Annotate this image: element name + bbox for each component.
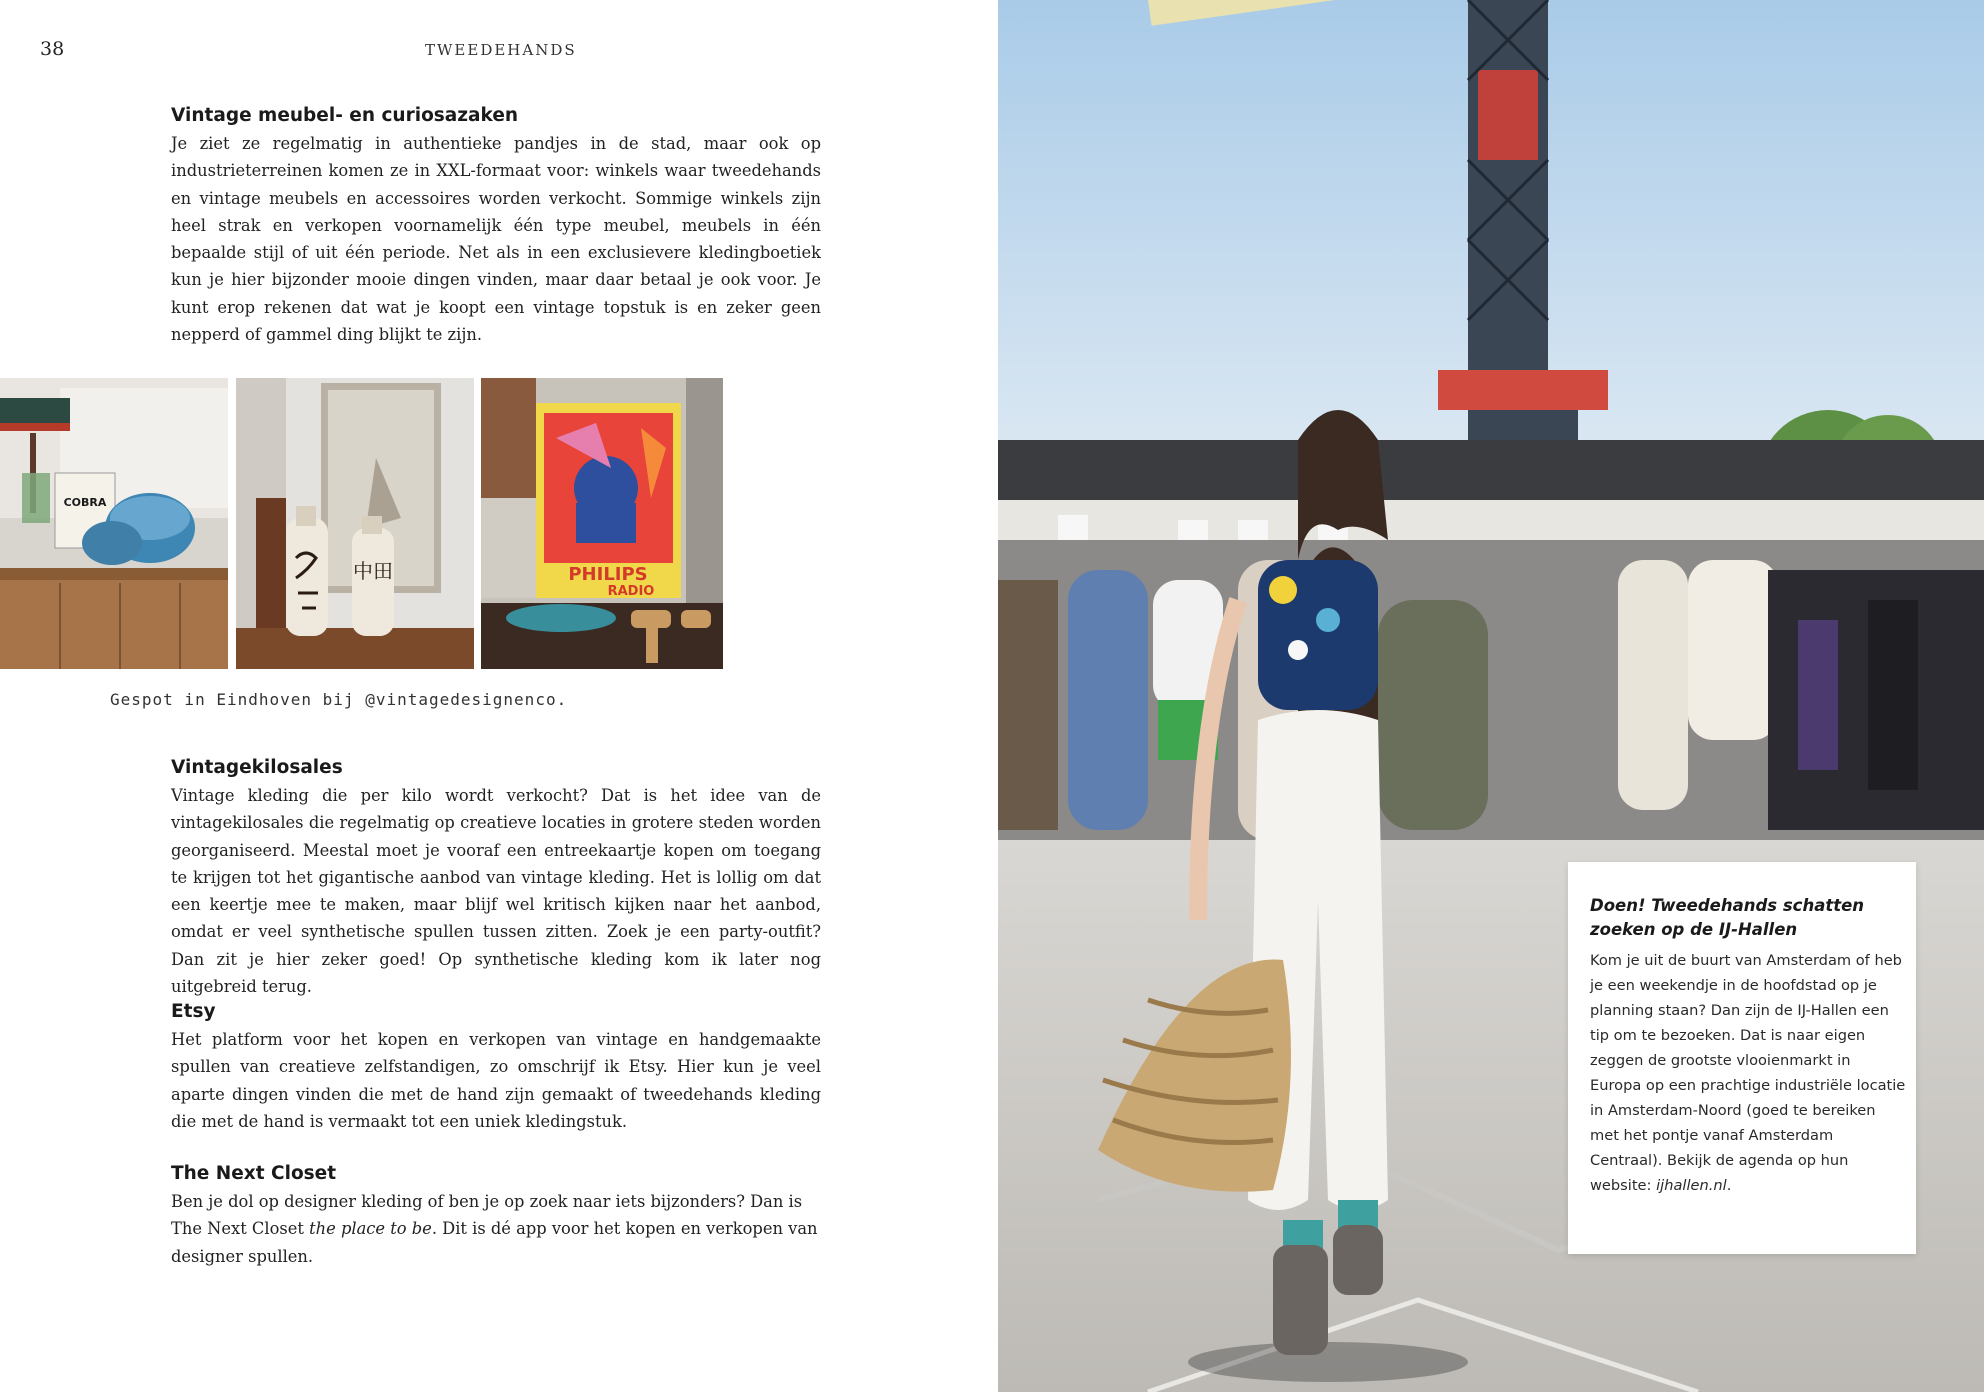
section-vintagekilosales bbox=[171, 757, 821, 1000]
ijhallen-link[interactable]: ijhallen.nl bbox=[1656, 1177, 1727, 1194]
photo-vintage-shop-3 bbox=[481, 378, 723, 669]
section-body: Je ziet ze regelmatig in authentieke pandjes in de stad, maar ook op industrieterreinen komen ze in XXL-formaat voor: winkels waar tweedehands en vintage meubels en accessoires worden verkocht. Sommige winkels zijn heel strak en verkopen voornamelijk één type meubel, meubels in één bepaalde stijl of uit één periode. Net als in een exclusievere kledingboetiek kun je hier bijzonder mooie dingen vinden, maar daar betaal je ook voor. Je kunt erop rekenen dat wat je koopt een vintage topstuk is en zeker geen nepperd of gammel ding blijkt te zijn. bbox=[171, 134, 821, 345]
section-heading: Etsy bbox=[171, 1001, 216, 1022]
infobox-text: Kom je uit de buurt van Amsterdam of heb je een weekendje in de hoofdstad op je planning staan? Dan zijn de IJ-Hallen een tip om te bezoeken. Dat is naar eigen zeggen de grootste vlooienmarkt in Europa op een prachtige industriële locatie in Amsterdam-Noord (goed te bereiken met het pontje vanaf Amsterdam Centraal). Bekijk de agenda op hun website: bbox=[1590, 952, 1906, 1194]
photo-vintage-shop-2 bbox=[236, 378, 474, 669]
photo3-poster-text: PHILIPS bbox=[568, 564, 648, 585]
section-heading: The Next Closet bbox=[171, 1163, 337, 1184]
photo-vintage-shop-1 bbox=[0, 378, 228, 669]
running-head: TWEEDEHANDS bbox=[425, 41, 577, 59]
infobox-ij-hallen bbox=[1568, 862, 1916, 1254]
section-body: Vintage kleding die per kilo wordt verkocht? Dat is het idee van de vintagekilosales die regelmatig op creatieve locaties in grotere steden worden georganiseerd. Meestal moet je vooraf een entreekaartje kopen om toegang te krijgen tot het gigantische aanbod van vintage kleding. Het is lollig om dat een keertje mee te maken, maar blijf wel kritisch kijken naar het aanbod, omdat er veel synthetische spullen tussen zitten. Zoek je een party-outfit? Dan zit je hier zeker goed! Op synthetische kleding kom ik later nog uitgebreid terug. bbox=[171, 786, 821, 997]
section-heading: Vintagekilosales bbox=[171, 757, 343, 778]
body-text: . Dit is dé app voor het kopen en verkopen van designer spullen. bbox=[171, 1219, 818, 1266]
body-text: Ben je dol op designer kleding of ben je op zoek naar iets bijzonders? Dan is The Next Closet bbox=[171, 1192, 803, 1239]
section-body: Het platform voor het kopen en verkopen van vintage en handgemaakte spullen van creatieve zelfstandigen, zo omschrijf ik Etsy. Hier kun je veel aparte dingen vinden die met de hand zijn gemaakt of tweedehands kleding die met de hand is vermaakt tot een uniek kledingstuk. bbox=[171, 1030, 821, 1131]
infobox-title: Doen! Tweedehands schatten zoeken op de IJ-Hallen bbox=[1590, 896, 1865, 939]
infobox-body bbox=[1590, 948, 1906, 1198]
section-vintage-meubel bbox=[171, 105, 821, 348]
body-italic: the place to be bbox=[309, 1219, 432, 1239]
infobox-text: . bbox=[1726, 1177, 1732, 1194]
photo1-book-text: COBRA bbox=[63, 496, 107, 509]
page-number: 38 bbox=[40, 38, 65, 60]
section-body bbox=[171, 1188, 821, 1270]
photo3-poster-text-2: RADIO bbox=[607, 584, 655, 599]
section-the-next-closet bbox=[171, 1163, 821, 1270]
photo2-bottle-text: 中田 bbox=[353, 559, 393, 583]
section-heading: Vintage meubel- en curiosazaken bbox=[171, 105, 519, 126]
section-etsy bbox=[171, 1001, 821, 1135]
photo-caption: Gespot in Eindhoven bij @vintagedesignenco. bbox=[110, 690, 568, 709]
